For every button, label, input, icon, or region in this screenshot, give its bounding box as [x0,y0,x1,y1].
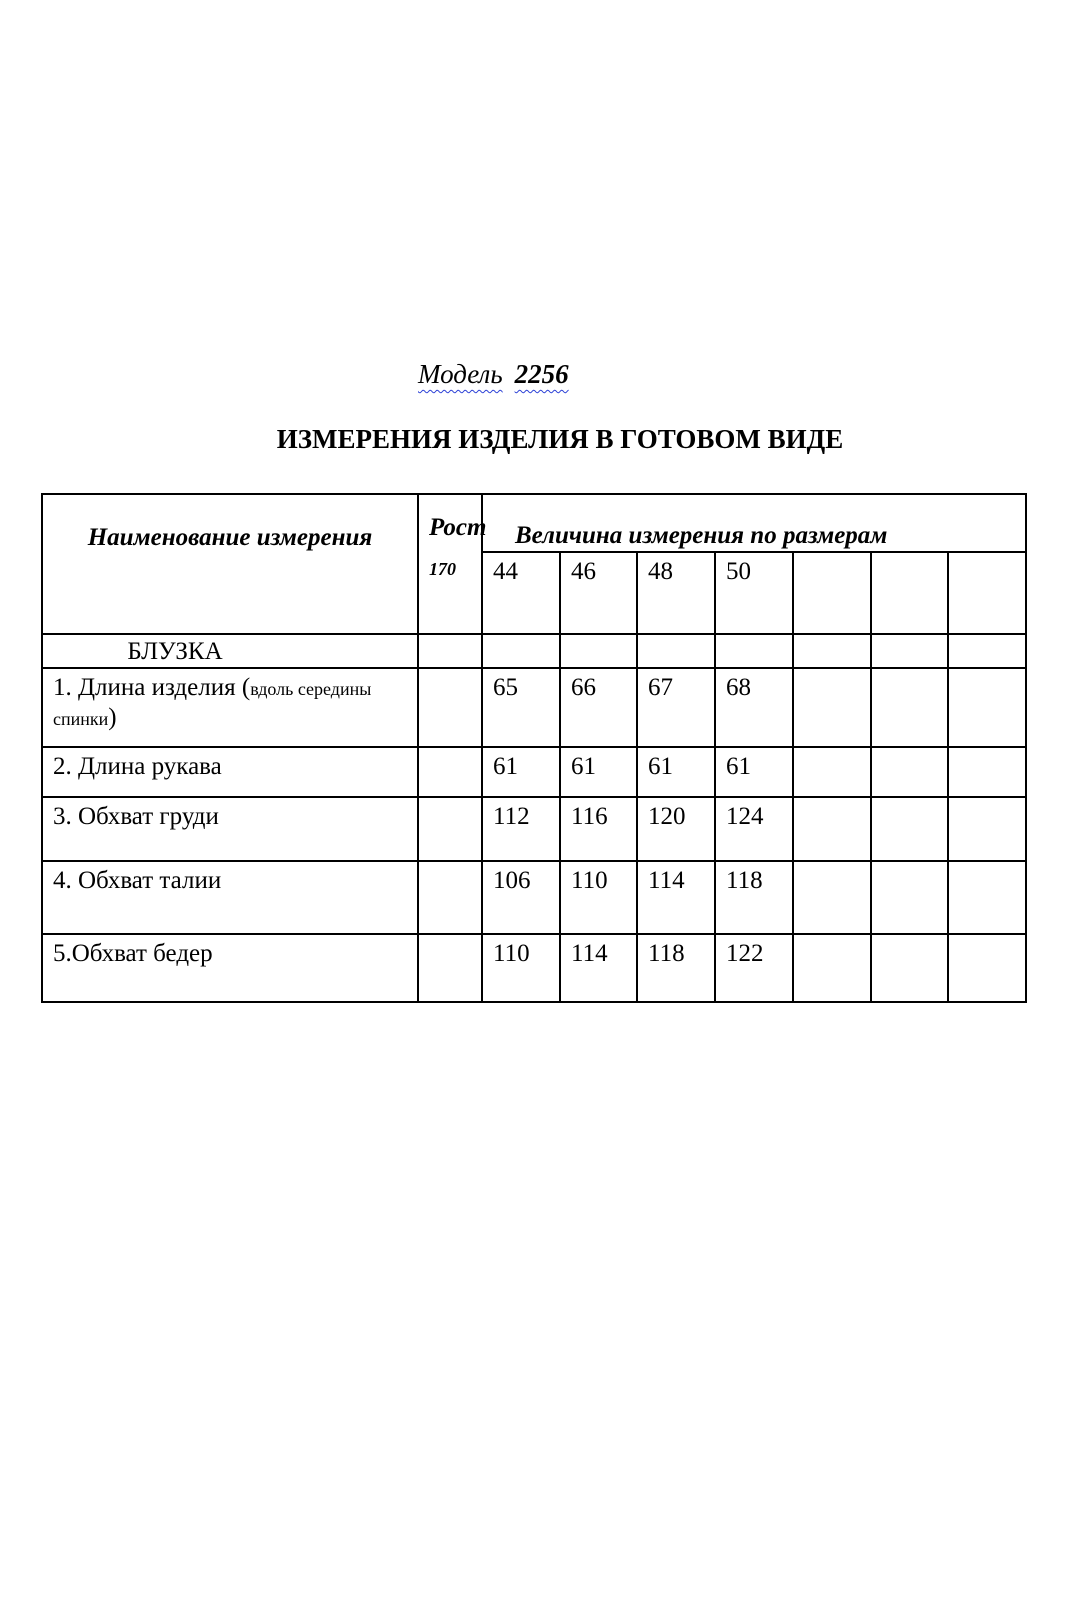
value-cell: 118 [715,861,793,934]
value-cell: 110 [482,934,560,1002]
model-caption [418,359,569,390]
row-label-main: 3. Обхват груди [53,803,219,830]
empty-cell [793,634,871,668]
section-label: БЛУЗКА [42,634,418,668]
value-cell: 66 [560,668,637,747]
value-cell: 118 [637,934,715,1002]
value-cell: 65 [482,668,560,747]
value-cell: 112 [482,797,560,861]
value-cell: 110 [560,861,637,934]
measurements-table [41,493,1027,1003]
height-value: 170 [429,559,456,579]
size-cell: 48 [637,552,715,634]
row-label [42,668,418,747]
value-cell [793,861,871,934]
row-label-note: вдоль середины спинки [53,679,372,729]
row-label-main: 5.Обхват бедер [53,940,213,967]
height-label: Рост [429,514,487,541]
size-cell [948,552,1026,634]
empty-cell [948,634,1026,668]
value-cell: 68 [715,668,793,747]
height-cell [418,747,482,797]
row-label-main: 4. Обхват талии [53,867,222,894]
empty-cell [715,634,793,668]
table-row [42,668,1026,747]
value-cell: 124 [715,797,793,861]
value-cell: 106 [482,861,560,934]
empty-cell [637,634,715,668]
empty-cell [482,634,560,668]
value-cell [871,797,948,861]
value-cell [948,861,1026,934]
header-name-cell: Наименование измерения [42,494,418,634]
row-label [42,934,418,1002]
height-cell [418,861,482,934]
height-cell [418,668,482,747]
value-cell: 61 [637,747,715,797]
value-cell: 61 [482,747,560,797]
value-cell: 61 [715,747,793,797]
header-row [42,494,1026,552]
row-label [42,747,418,797]
value-cell: 61 [560,747,637,797]
section-row [42,634,1026,668]
value-cell: 114 [560,934,637,1002]
empty-cell [871,634,948,668]
value-cell [948,797,1026,861]
size-cell: 50 [715,552,793,634]
size-cell: 44 [482,552,560,634]
table-row [42,861,1026,934]
size-cell: 46 [560,552,637,634]
header-height-cell [418,494,487,634]
value-cell [871,668,948,747]
document-title: ИЗМЕРЕНИЯ ИЗДЕЛИЯ В ГОТОВОМ ВИДЕ [276,424,844,454]
value-cell [948,668,1026,747]
value-cell: 67 [637,668,715,747]
height-cell [418,797,482,861]
value-cell: 122 [715,934,793,1002]
value-cell [793,797,871,861]
value-cell: 116 [560,797,637,861]
size-cell [871,552,948,634]
value-cell: 120 [637,797,715,861]
row-label-end: ) [108,704,117,731]
table-row [42,797,1026,861]
size-cell [793,552,871,634]
empty-cell [418,634,482,668]
table-row [42,934,1026,1002]
row-label-main: 2. Длина рукава [53,753,222,780]
table-row [42,747,1026,797]
value-cell [793,668,871,747]
value-cell: 114 [637,861,715,934]
row-label [42,797,418,861]
header-sizes-group: Величина измерения по размерам [482,494,1026,552]
height-cell [418,934,482,1002]
model-number: 2256 [514,359,569,389]
model-label: Модель [418,359,503,389]
value-cell [793,934,871,1002]
row-label-main: 1. Длина изделия ( [53,674,251,701]
value-cell [948,934,1026,1002]
value-cell [871,934,948,1002]
value-cell [871,861,948,934]
value-cell [793,747,871,797]
value-cell [871,747,948,797]
empty-cell [560,634,637,668]
row-label [42,861,418,934]
value-cell [948,747,1026,797]
